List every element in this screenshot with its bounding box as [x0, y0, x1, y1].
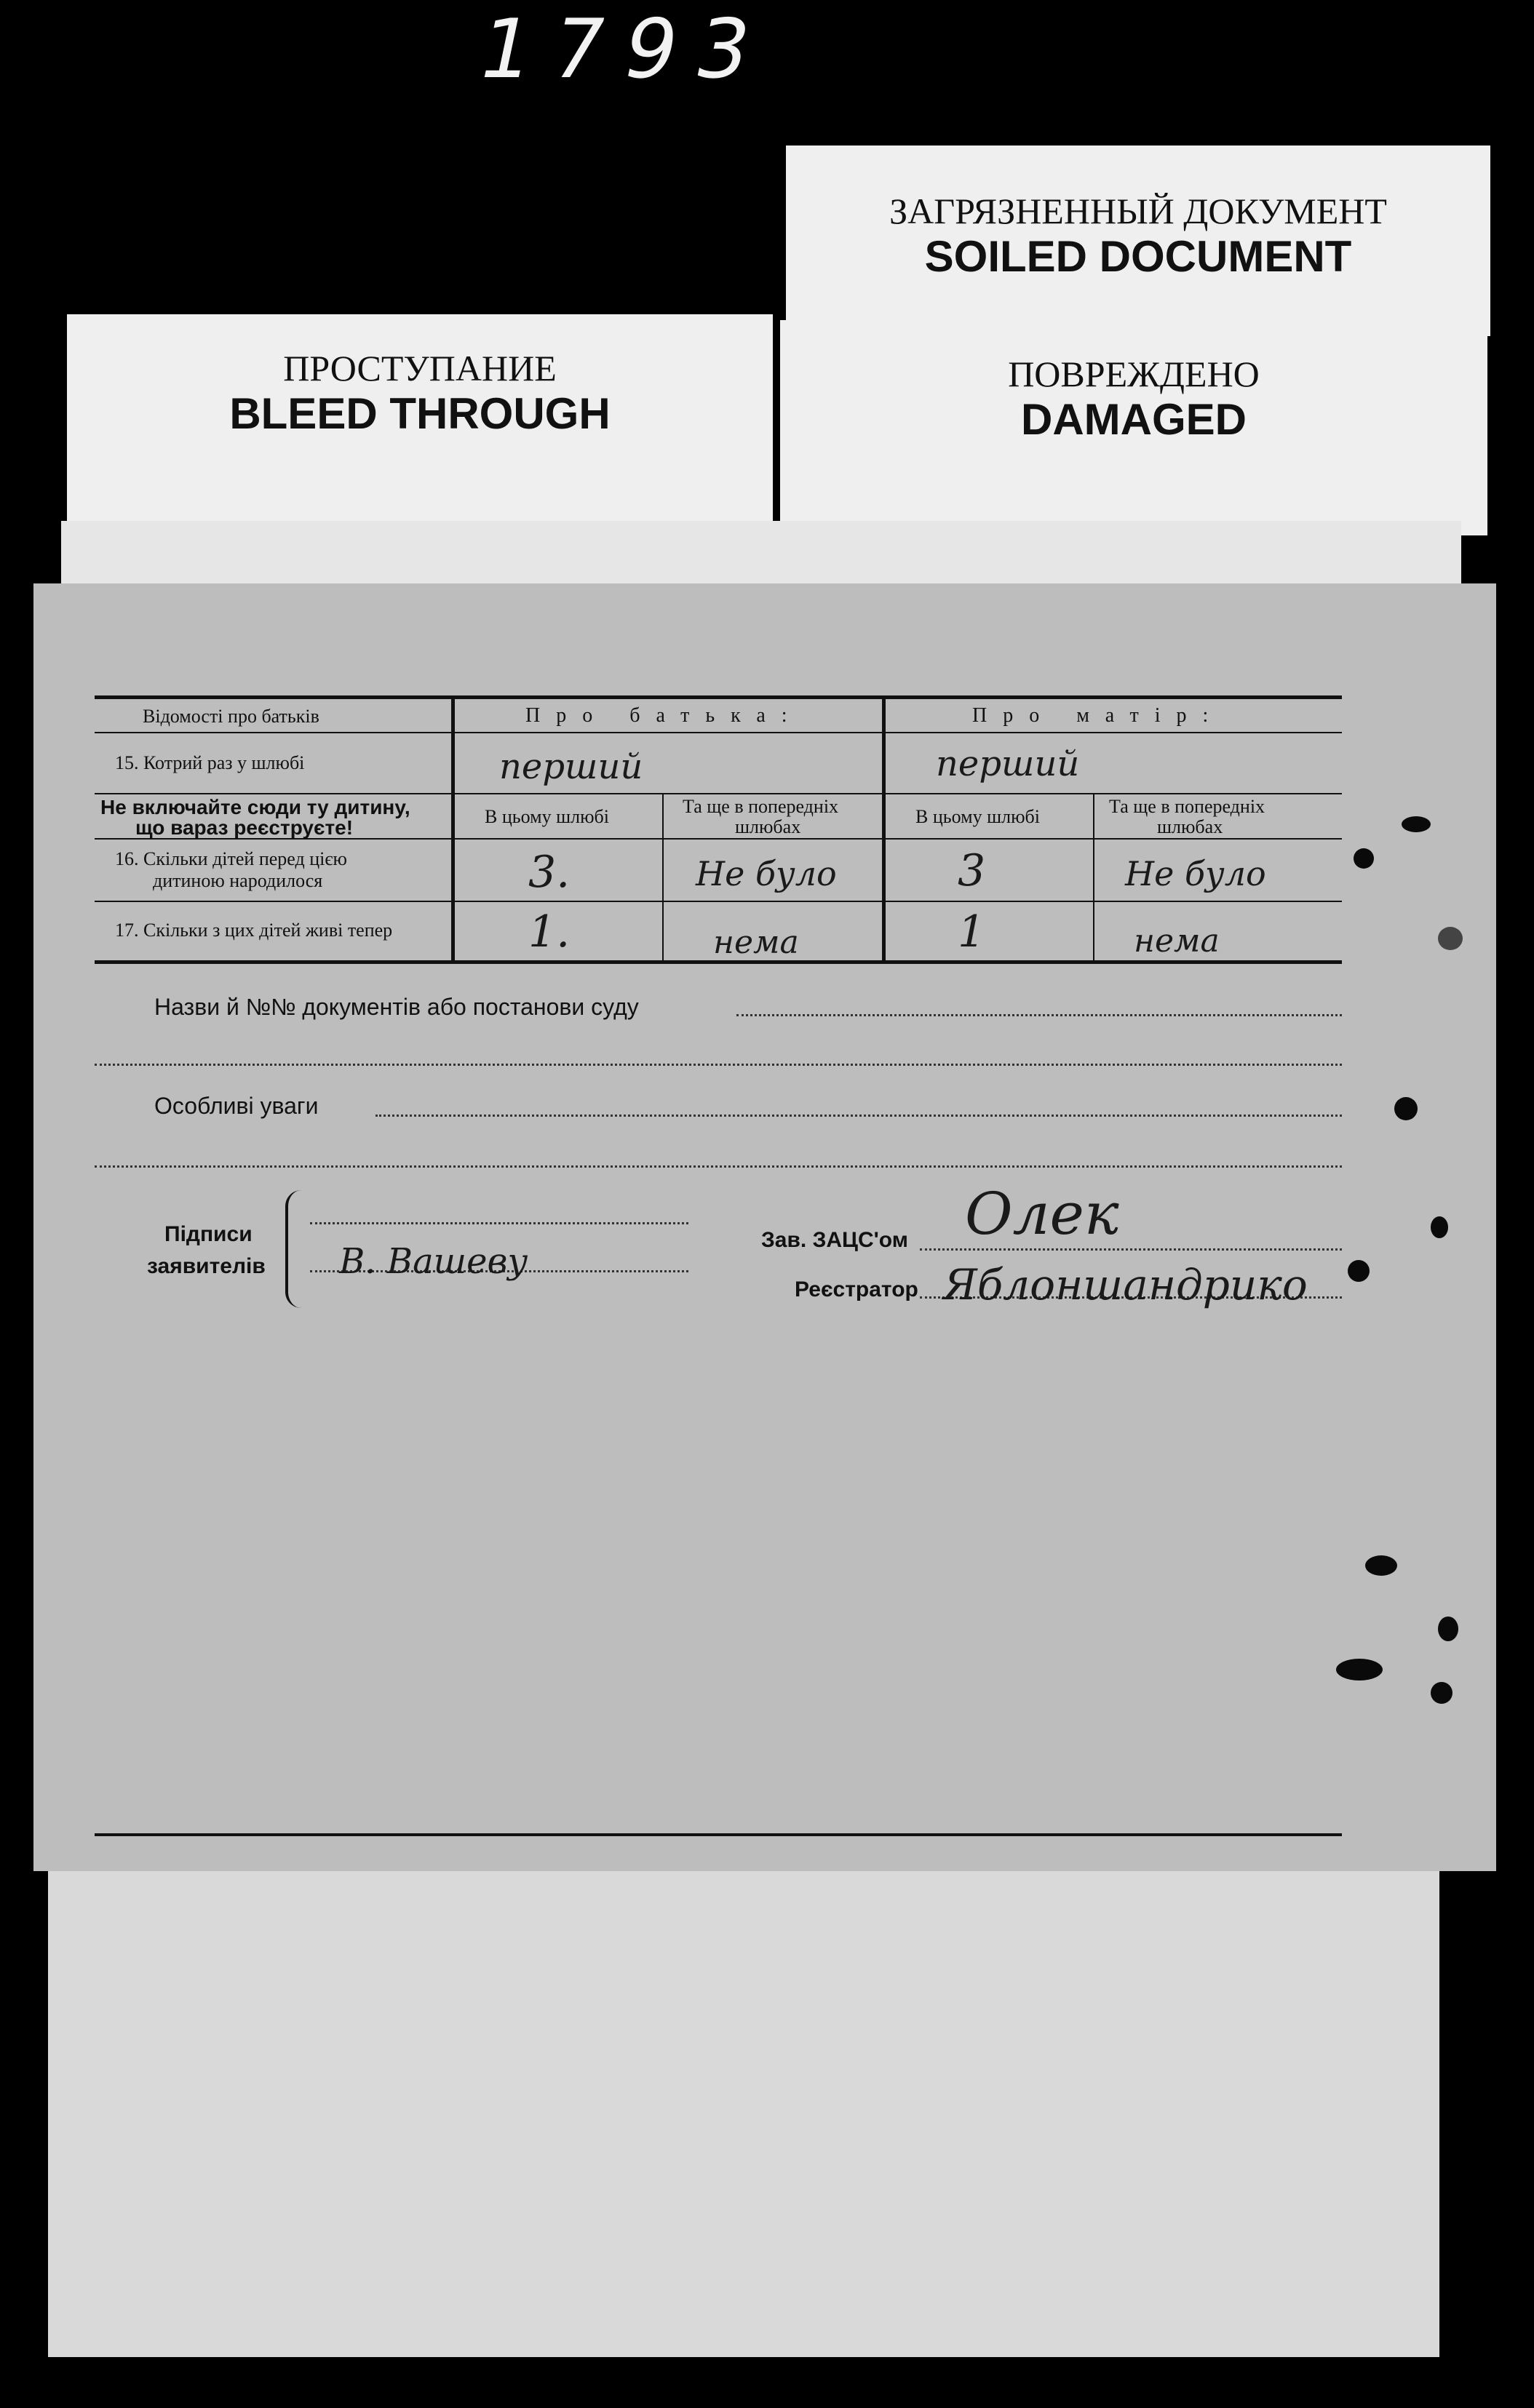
- damage-spot: [1438, 927, 1463, 950]
- table-col-rule: [451, 695, 455, 964]
- remarks-line-2: [95, 1165, 1342, 1168]
- registrar-signature: Яблоншандрико: [943, 1260, 1308, 1309]
- row16-mother-prev: Не було: [1125, 854, 1266, 893]
- damage-spot: [1438, 1616, 1458, 1641]
- mother-this-marriage-header: В цьому шлюбі: [915, 806, 1040, 827]
- table-col-rule: [1093, 793, 1094, 964]
- head-signature: Олек: [965, 1180, 1119, 1248]
- mother-header: Про матір:: [972, 704, 1225, 727]
- father-this-marriage-header: В цьому шлюбі: [485, 806, 609, 827]
- damage-spot: [1431, 1216, 1448, 1238]
- documents-line: [736, 1014, 1342, 1016]
- documents-line-2: [95, 1064, 1342, 1066]
- applicants-label: Підписи: [164, 1222, 253, 1246]
- soiled-document-card: [786, 145, 1490, 336]
- registration-form-sheet: [33, 583, 1496, 1871]
- table-col-rule: [882, 695, 886, 964]
- soiled-card-en: SOILED DOCUMENT: [924, 232, 1352, 281]
- soiled-card-ru: ЗАГРЯЗНЕННЫЙ ДОКУМЕНТ: [889, 191, 1387, 231]
- paper-strip: [61, 521, 1461, 586]
- bleed-through-card: [67, 314, 773, 525]
- note-line1: Не включайте сюди ту дитину,: [100, 796, 410, 818]
- father-previous-header: Та ще в попередніх: [683, 796, 839, 817]
- row15-mother-value: перший: [936, 743, 1080, 784]
- parents-info-header: Відомості про батьків: [143, 706, 319, 727]
- row17-mother-this: 1: [958, 906, 986, 957]
- remarks-line: [375, 1115, 1342, 1117]
- damage-spot: [1402, 816, 1431, 832]
- damage-spot: [1348, 1260, 1370, 1282]
- registrar-label: Реєстратор: [795, 1277, 918, 1301]
- mother-previous-header: Та ще в попередніх: [1109, 796, 1265, 817]
- damage-spot: [1336, 1659, 1383, 1681]
- row16-father-prev: Не було: [696, 854, 837, 893]
- table-rule: [95, 793, 1342, 794]
- head-label: Зав. ЗАЦС'ом: [761, 1228, 908, 1252]
- damage-spot: [1354, 848, 1374, 869]
- bleed-card-ru: ПРОСТУПАНИЕ: [283, 348, 557, 388]
- table-top-rule: [95, 695, 1342, 699]
- row16-mother-this: 3: [958, 845, 986, 896]
- applicants-label-2: заявителів: [147, 1254, 266, 1278]
- applicant-sign-line: [310, 1222, 688, 1224]
- applicant-signature: В. Вашеву: [339, 1241, 528, 1282]
- damage-spot: [1365, 1555, 1397, 1576]
- row16-label: 16. Скільки дітей перед цією: [115, 848, 347, 869]
- damage-spot: [1431, 1682, 1452, 1704]
- row16-label-2: дитиною народилося: [153, 870, 323, 891]
- frame-number: 1793: [470, 2, 779, 97]
- father-header: Про батька:: [525, 704, 803, 727]
- row16-father-this: 3.: [528, 847, 571, 898]
- row17-father-prev: нема: [713, 924, 799, 961]
- documents-label: Назви й №№ документів або постанови суду: [154, 994, 639, 1020]
- mother-previous-header-2: шлюбах: [1157, 816, 1223, 837]
- row15-father-value: перший: [499, 746, 643, 787]
- form-bottom-rule: [95, 1833, 1342, 1836]
- damaged-card: [780, 320, 1487, 535]
- backing-sheet: [48, 1833, 1439, 2357]
- father-previous-header-2: шлюбах: [735, 816, 801, 837]
- remarks-label: Особливі уваги: [154, 1093, 319, 1119]
- note-line2: що вараз реєструєте!: [135, 816, 354, 839]
- damaged-card-en: DAMAGED: [1021, 395, 1247, 444]
- damaged-card-ru: ПОВРЕЖДЕНО: [1008, 354, 1260, 394]
- row17-mother-prev: нема: [1134, 922, 1220, 960]
- row17-father-this: 1.: [528, 906, 571, 957]
- row15-label: 15. Котрий раз у шлюбі: [115, 752, 305, 773]
- applicants-brace: [285, 1190, 304, 1308]
- table-rule: [95, 732, 1342, 733]
- table-col-rule: [662, 793, 664, 964]
- damage-spot: [1394, 1097, 1418, 1120]
- head-sign-line: [920, 1248, 1342, 1251]
- table-rule: [95, 901, 1342, 902]
- bleed-card-en: BLEED THROUGH: [229, 389, 611, 438]
- row17-label: 17. Скільки з цих дітей живі тепер: [115, 920, 393, 941]
